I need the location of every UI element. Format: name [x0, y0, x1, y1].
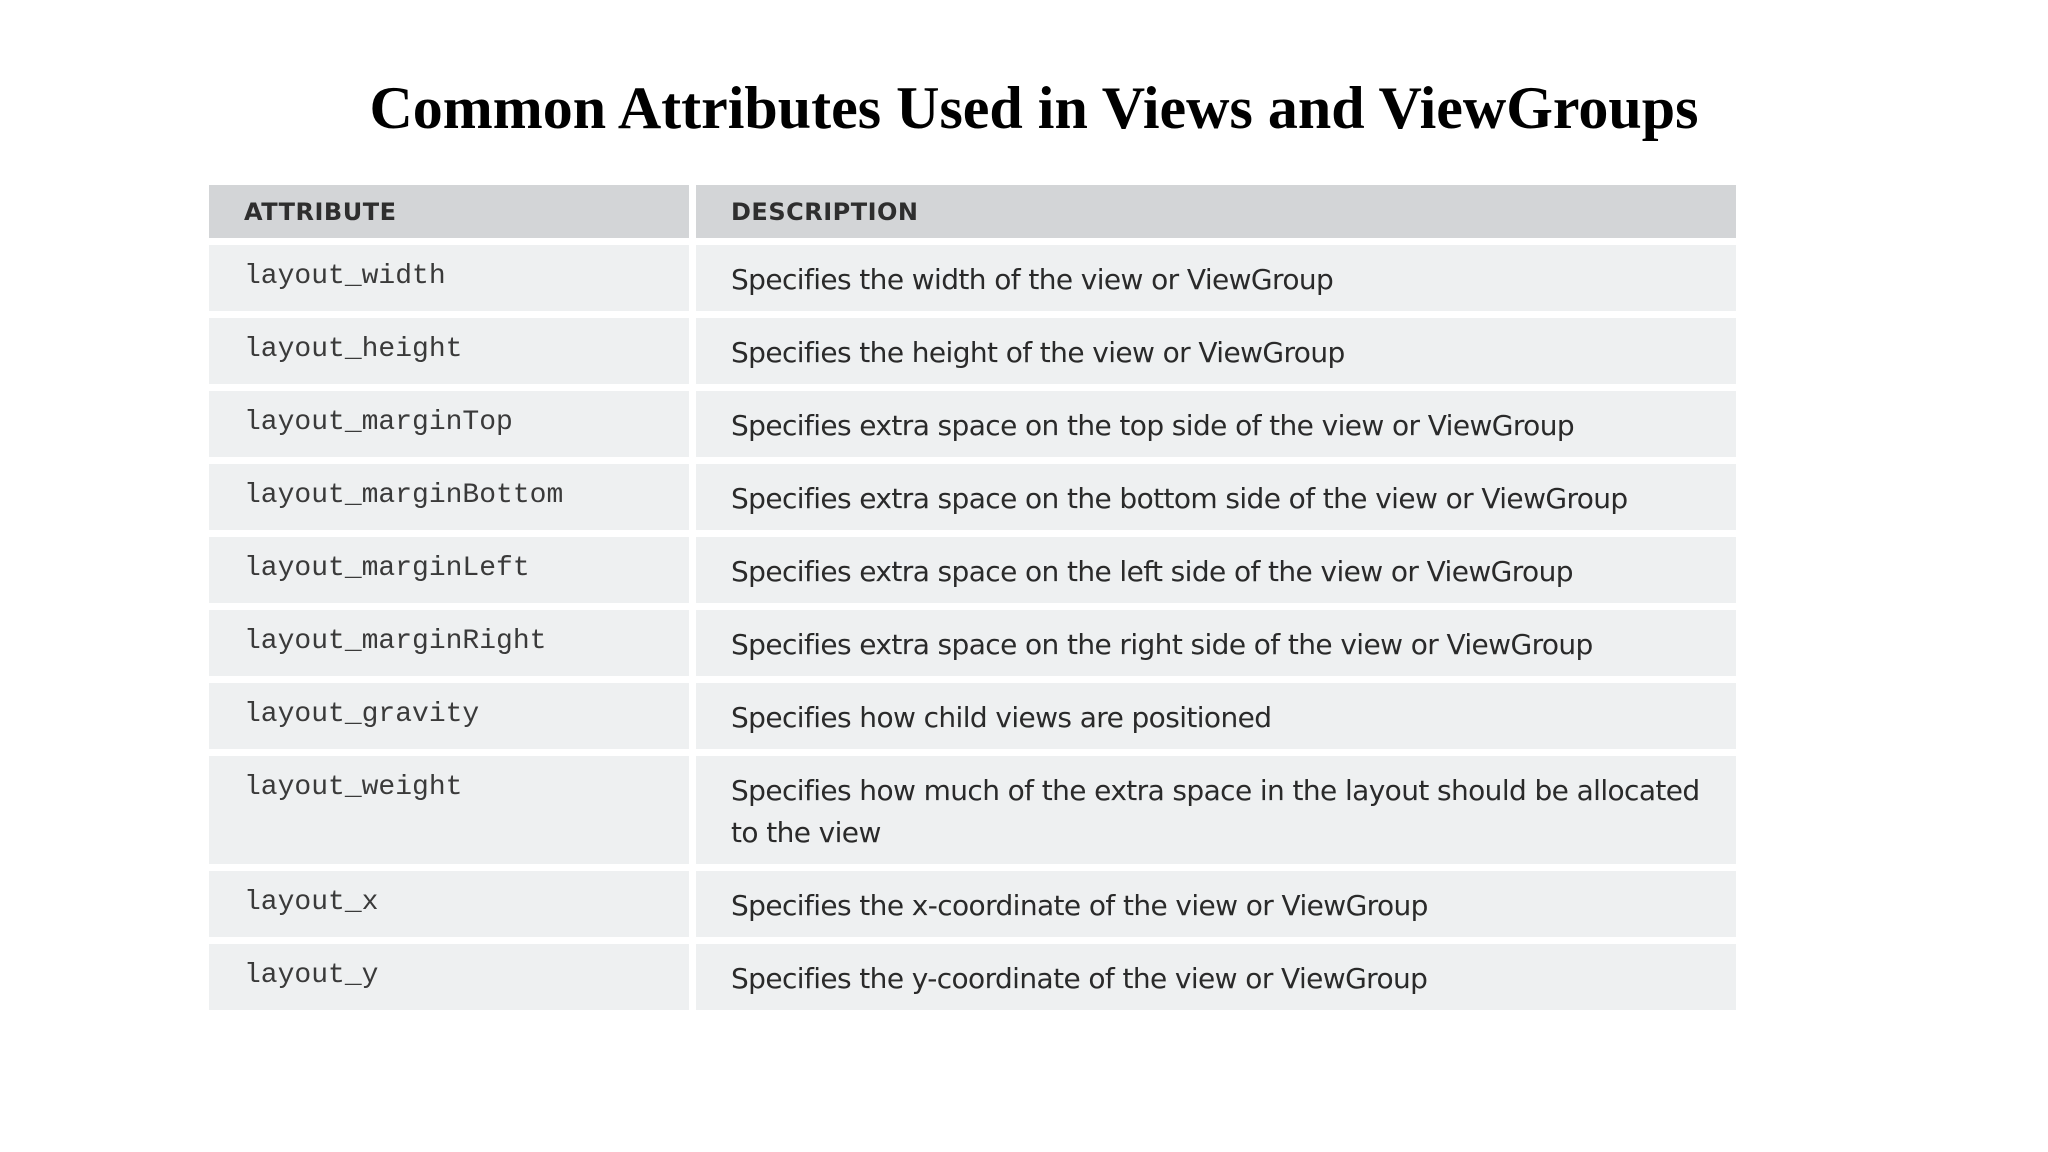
header-attribute: ATTRIBUTE	[209, 185, 689, 238]
attributes-table	[202, 178, 1743, 1017]
description-cell: Specifies the width of the view or ViewGroup	[696, 245, 1736, 311]
description-cell: Specifies extra space on the right side of the view or ViewGroup	[696, 610, 1736, 676]
table-row	[209, 871, 1736, 937]
description-cell: Specifies extra space on the bottom side of the view or ViewGroup	[696, 464, 1736, 530]
description-cell: Specifies the height of the view or ViewGroup	[696, 318, 1736, 384]
attribute-cell: layout_marginRight	[209, 610, 689, 676]
table-row	[209, 610, 1736, 676]
description-cell: Specifies how much of the extra space in the layout should be allocated to the view	[696, 756, 1736, 864]
table-row	[209, 683, 1736, 749]
attribute-cell: layout_marginBottom	[209, 464, 689, 530]
attribute-cell: layout_y	[209, 944, 689, 1010]
description-cell: Specifies extra space on the top side of the view or ViewGroup	[696, 391, 1736, 457]
attribute-cell: layout_width	[209, 245, 689, 311]
table-row	[209, 318, 1736, 384]
attribute-cell: layout_height	[209, 318, 689, 384]
description-cell: Specifies the y-coordinate of the view or ViewGroup	[696, 944, 1736, 1010]
table-row	[209, 245, 1736, 311]
attribute-cell: layout_weight	[209, 756, 689, 864]
description-cell: Specifies how child views are positioned	[696, 683, 1736, 749]
attribute-cell: layout_x	[209, 871, 689, 937]
table-row	[209, 756, 1736, 864]
attribute-cell: layout_gravity	[209, 683, 689, 749]
description-cell: Specifies the x-coordinate of the view or ViewGroup	[696, 871, 1736, 937]
slide-title: Common Attributes Used in Views and ViewGroups	[369, 75, 1699, 141]
table-row	[209, 944, 1736, 1010]
table-row	[209, 464, 1736, 530]
header-description: DESCRIPTION	[696, 185, 1736, 238]
table-row	[209, 391, 1736, 457]
table-row	[209, 537, 1736, 603]
description-cell: Specifies extra space on the left side of the view or ViewGroup	[696, 537, 1736, 603]
attribute-cell: layout_marginTop	[209, 391, 689, 457]
attribute-cell: layout_marginLeft	[209, 537, 689, 603]
table-header-row	[209, 185, 1736, 238]
